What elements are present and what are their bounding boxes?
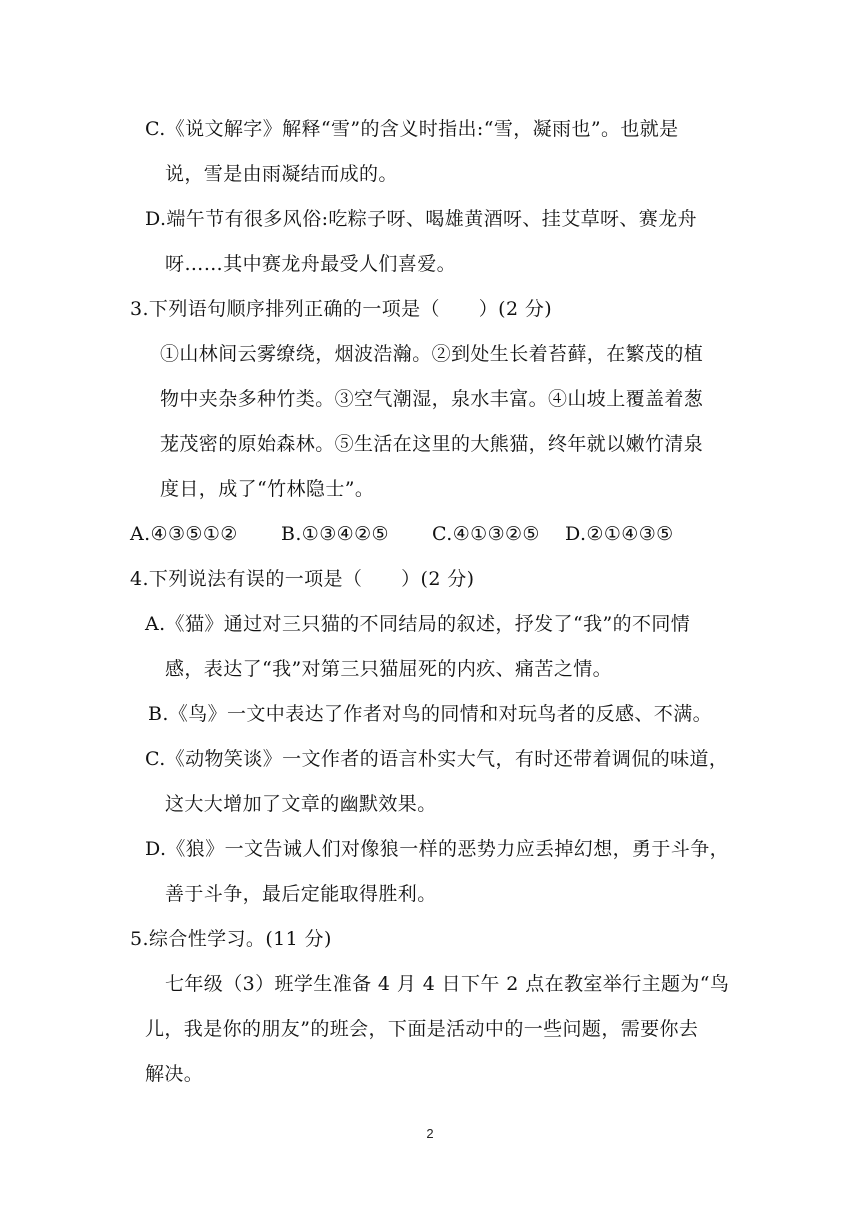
- q4-option-b: B.《鸟》一文中表达了作者对鸟的同情和对玩鸟者的反感、不满。: [148, 703, 713, 725]
- q3-passage-line4: 度日，成了“竹林隐士”。: [160, 478, 375, 500]
- q3-option-a: A.④③⑤①②: [130, 523, 238, 545]
- q2-option-d-line1: D.端午节有很多风俗:吃粽子呀、喝雄黄酒呀、挂艾草呀、赛龙舟: [145, 208, 697, 230]
- q5-intro-line1: 七年级（3）班学生准备 4 月 4 日下午 2 点在教室举行主题为“鸟: [165, 973, 730, 995]
- q5-intro-line3: 解决。: [145, 1063, 204, 1085]
- q3-option-c: C.④①③②⑤: [432, 523, 540, 545]
- q4-option-a-line1: A.《猫》通过对三只猫的不同结局的叙述，抒发了“我”的不同情: [145, 613, 691, 635]
- q4-stem: 4.下列说法有误的一项是（ ）(2 分): [130, 568, 475, 590]
- q3-passage-line1: ①山林间云雾缭绕，烟波浩瀚。②到处生长着苔藓，在繁茂的植: [160, 343, 704, 365]
- q3-option-b: B.①③④②⑤: [281, 523, 389, 545]
- q3-passage-line3: 茏茂密的原始森林。⑤生活在这里的大熊猫，终年就以嫩竹清泉: [160, 433, 704, 455]
- q5-stem: 5.综合性学习。(11 分): [130, 928, 332, 950]
- q4-option-c-line2: 这大大增加了文章的幽默效果。: [165, 793, 437, 815]
- q2-option-c-line1: C.《说文解字》解释“雪”的含义时指出:“雪，凝雨也”。也就是: [145, 118, 679, 140]
- q3-passage-line2: 物中夹杂多种竹类。③空气潮湿，泉水丰富。④山坡上覆盖着葱: [160, 388, 704, 410]
- q2-option-c-line2: 说，雪是由雨凝结而成的。: [165, 163, 398, 185]
- q2-option-d-line2: 呀……其中赛龙舟最受人们喜爱。: [165, 253, 457, 275]
- q4-option-d-line1: D.《狼》一文告诫人们对像狼一样的恶势力应丢掉幻想，勇于斗争，: [145, 838, 729, 860]
- q3-option-d: D.②①④③⑤: [565, 523, 674, 545]
- q4-option-c-line1: C.《动物笑谈》一文作者的语言朴实大气，有时还带着调侃的味道，: [145, 748, 729, 770]
- q3-stem: 3.下列语句顺序排列正确的一项是（ ）(2 分): [130, 298, 553, 320]
- q5-intro-line2: 儿，我是你的朋友”的班会，下面是活动中的一些问题，需要你去: [145, 1018, 699, 1040]
- page-number: 2: [426, 1126, 434, 1141]
- q4-option-d-line2: 善于斗争，最后定能取得胜利。: [165, 883, 437, 905]
- q4-option-a-line2: 感，表达了“我”对第三只猫屈死的内疚、痛苦之情。: [165, 658, 613, 680]
